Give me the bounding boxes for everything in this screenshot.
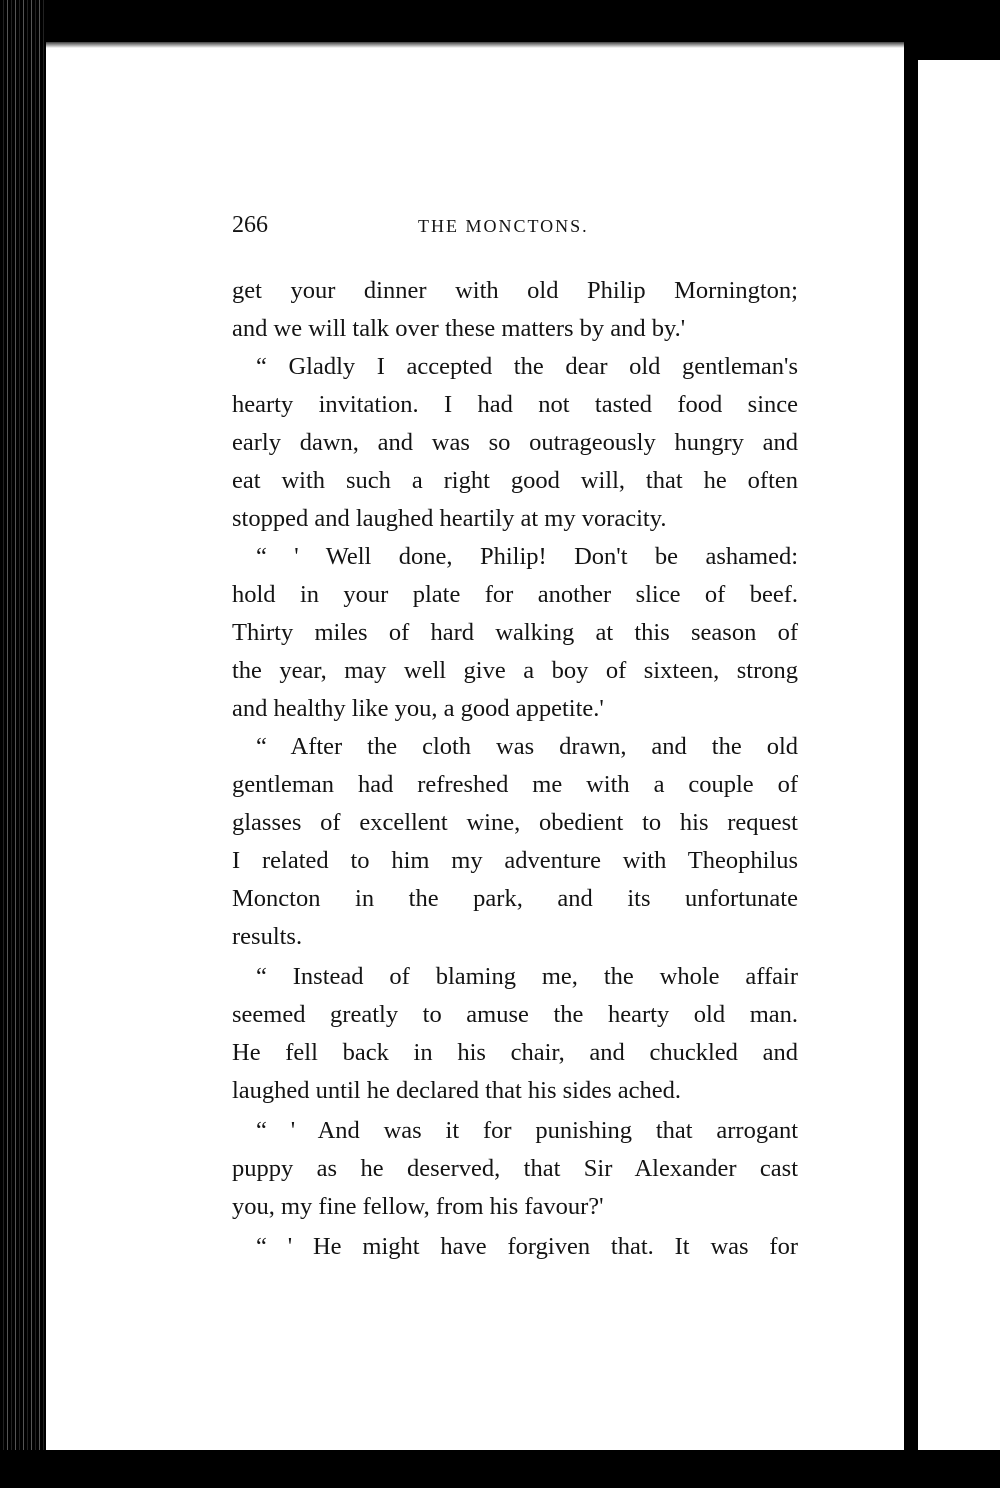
text-line: “ Instead of blaming me, the whole affair (256, 963, 798, 990)
text-line: Thirty miles of hard walking at this season of (232, 619, 798, 646)
text-line: “ After the cloth was drawn, and the old (256, 733, 798, 760)
text-line: “ ' And was it for punishing that arrogant (256, 1117, 798, 1144)
text-line: “ ' Well done, Philip! Don't be ashamed: (256, 543, 798, 570)
text-line: and we will talk over these matters by and by.' (232, 315, 686, 342)
text-line: Moncton in the park, and its unfortunate (232, 885, 798, 912)
text-line: “ Gladly I accepted the dear old gentleman's (256, 353, 798, 380)
page-edge-line (904, 30, 918, 1460)
scan-border-left (0, 0, 46, 1488)
text-line: gentleman had refreshed me with a couple of (232, 771, 798, 798)
text-line: early dawn, and was so outrageously hungry and (232, 429, 798, 456)
text-line: laughed until he declared that his sides ached. (232, 1077, 682, 1104)
text-line: stopped and laughed heartily at my voracity. (232, 505, 667, 532)
text-line: eat with such a right good will, that he often (232, 467, 798, 494)
text-line: hearty invitation. I had not tasted food since (232, 391, 798, 418)
scan-border-bottom (0, 1450, 1000, 1488)
text-line: I related to him my adventure with Theophilus (232, 847, 798, 874)
text-line: the year, may well give a boy of sixteen, strong (232, 657, 798, 684)
text-line: get your dinner with old Philip Mornington; (232, 277, 798, 304)
text-line: you, my fine fellow, from his favour?' (232, 1193, 604, 1220)
running-head: THE MONCTONS. (418, 216, 589, 236)
text-line: “ ' He might have forgiven that. It was for (256, 1233, 798, 1260)
text-line: seemed greatly to amuse the hearty old man. (232, 1001, 798, 1028)
text-line: He fell back in his chair, and chuckled and (232, 1039, 798, 1066)
text-line: results. (232, 923, 303, 950)
scan-border-top (0, 0, 1000, 42)
text-line: hold in your plate for another slice of beef. (232, 581, 798, 608)
text-line: and healthy like you, a good appetite.' (232, 695, 604, 722)
text-line: puppy as he deserved, that Sir Alexander cast (232, 1155, 798, 1182)
scan-border-right (918, 0, 1000, 60)
page-number: 266 (232, 212, 268, 238)
text-line: glasses of excellent wine, obedient to his request (232, 809, 798, 836)
